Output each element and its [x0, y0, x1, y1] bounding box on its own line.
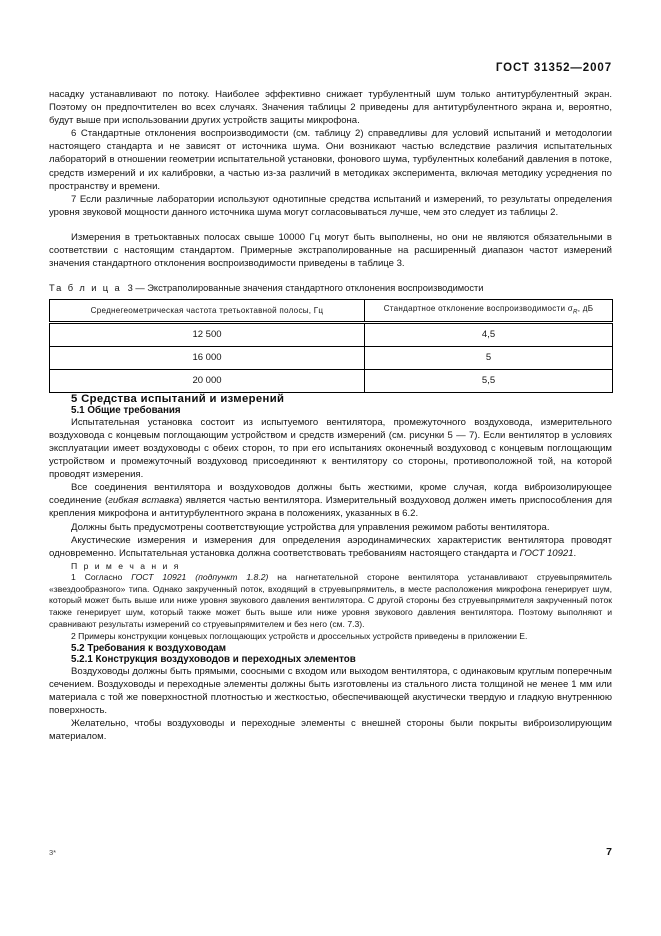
- note-2: 2 Примеры конструкции концевых поглощающих устройств и дроссельных устройств приведены в приложении Е.: [71, 630, 528, 641]
- cell-frequency: 12 500: [50, 322, 365, 346]
- reference-gost-10921: ГОСТ 10921: [519, 547, 574, 559]
- paragraph-third-octave: Измерения в третьоктавных полосах свыше 10000 Гц могут быть выполнены, но они не являются обязательными в соответствии с настоящим стандартом. Примерные экстраполированные на расширенный диапазон частот измерений значения стандартного отклонения воспроизводимости приведены в таблице 3.: [49, 231, 612, 270]
- table-caption-title: Экстраполированные значения стандартного отклонения воспроизводимости: [147, 283, 484, 294]
- table-header-sigma-suffix: , дБ: [577, 304, 594, 314]
- notes-heading: П р и м е ч а н и я: [71, 560, 181, 571]
- table-standard-deviation: [49, 299, 613, 393]
- document-standard-header: ГОСТ 31352—2007: [495, 62, 612, 74]
- note-1-reference: ГОСТ 10921 (подпункт 1.8.2): [131, 571, 269, 582]
- table-row: [50, 369, 613, 392]
- paragraph-note-6: 6 Стандартные отклонения воспроизводимости (см. таблицу 2) справедливы для условий испытаний и методологии настоящего стандарта и не зависят от источника шума. Они возникают частью вследствие различия испытательных лабораторий в отношении геометрии испытательной установки, фонового шума, турбулентных колебаний давления в потоке, средств измерений и их калибровки, а частью из-за различий в методиках эксперимента, включая методику усреднения по пространству и времени.: [49, 128, 612, 192]
- table-3-caption: [49, 282, 612, 295]
- paragraph-continuation: насадку устанавливают по потоку. Наиболее эффективно снижает турбулентный шум только антитурбулентный экран. Поэтому он предпочтителен во всех случаях. Значения таблицы 2 приведены для антитурбулентного экрана и, вероятно, будут выше при использовании других устройств защиты микрофона.: [49, 89, 612, 127]
- table-header-frequency: Среднегеометрическая частота третьоктавной полосы, Гц: [50, 300, 365, 323]
- section-5-1-heading: 5.1 Общие требования: [71, 404, 181, 416]
- paragraph-5-1-4-part-a: Акустические измерения и измерения для определения аэродинамических характеристик вентилятора проводят одновременно. Испытательная установка должна соответствовать требованиям настоящего стандарта и: [49, 534, 612, 559]
- table-row: [50, 346, 613, 369]
- term-flexible-insert: гибкая вставка: [108, 495, 180, 507]
- table-caption-label: Та б л и ц а: [49, 283, 122, 294]
- cell-sigma: 5,5: [365, 369, 613, 392]
- note-1-part-a: 1 Согласно: [71, 571, 132, 582]
- table-header-sigma-subscript: R: [573, 308, 578, 316]
- section-5-2-1-heading: 5.2.1 Конструкция воздуховодов и переходных элементов: [71, 653, 356, 665]
- paragraph-5-1-1: Испытательная установка состоит из испытуемого вентилятора, промежуточного воздуховода, измерительного воздуховода с концевым поглощающим устройством и средств измерений (см. рисунки 5 — 7). Если вентилятор в условиях эксплуатации имеет воздуховоды с обеих сторон, то при его испытаниях оконечный воздуховод с концевым поглощающим устройством и промежуточный воздуховод присоединяют к вентилятору со стороны, противоположной той, на которой проводят измерения.: [49, 416, 612, 481]
- note-1-part-b: на нагнетательной стороне вентилятора устанавливают струевыпрямитель «звездообразного» типа. Однако закрученный поток, входящий в струевыпрямитель, в месте расположения микрофона генерирует шум, который может быть выше или ниже уровня звукового давления вентилятора. С другой стороны без струевыпрямителя закрученный поток также генерирует шум, который также может быть выше или ниже уровня звукового давления вентилятора. Поэтому выполняют и сравнивают результаты измерений со струевыпрямителем и без него (см. 7.3).: [49, 571, 612, 630]
- paragraph-5-1-3: Должны быть предусмотрены соответствующие устройства для управления режимом работы вентилятора.: [71, 521, 550, 533]
- cell-sigma: 5: [365, 346, 613, 369]
- footer-signature-mark: 3*: [49, 848, 57, 857]
- cell-frequency: 20 000: [50, 369, 365, 392]
- section-5-heading: 5 Средства испытаний и измерений: [71, 392, 285, 405]
- paragraph-note-7: 7 Если различные лаборатории используют однотипные средства испытаний и измерений, то результаты определения уровня звуковой мощности данного источника шума могут согласовываться лучше, чем это следует из таблицы 2.: [49, 193, 612, 218]
- footer-page-number: 7: [606, 846, 612, 858]
- table-header-sigma-text: Стандартное отклонение воспроизводимости σ: [383, 304, 574, 314]
- table-row: [50, 322, 613, 346]
- cell-frequency: 16 000: [50, 346, 365, 369]
- document-body: [49, 88, 612, 743]
- note-1: [49, 572, 612, 631]
- table-caption-number: 3: [127, 283, 133, 294]
- paragraph-5-2-1-2: Желательно, чтобы воздуховоды и переходные элементы с внешней стороны были покрыты виброизолирующим материалом.: [49, 718, 612, 743]
- paragraph-5-1-2-part-a: Все соединения вентилятора и воздуховодов должны быть жесткими, кроме случая, когда виброизолирующее соединение (: [49, 482, 612, 507]
- table-header-row: [50, 300, 613, 323]
- paragraph-5-2-1-1: Воздуховоды должны быть прямыми, соосными с входом или выходом вентилятора, с одинаковым круглым поперечным сечением. Воздуховоды и переходные элементы должны быть изготовлены из стального листа толщиной не менее 1 мм или материала с той же поверхностной плотностью и жесткостью, обеспечивающей акустически твердую и гладкую внутреннюю поверхность.: [49, 665, 612, 716]
- section-5-2-heading: 5.2 Требования к воздуховодам: [71, 642, 227, 654]
- table-header-sigma: [365, 300, 613, 323]
- paragraph-5-1-2-part-b: ) является частью вентилятора. Измерительный воздуховод должен иметь приспособления для крепления микрофона и антитурбулентного экрана в положениях, указанных в 6.2.: [49, 495, 612, 520]
- paragraph-5-1-4-part-b: .: [573, 547, 577, 559]
- paragraph-5-1-2: [49, 481, 612, 520]
- paragraph-5-1-4: [49, 534, 612, 560]
- table-caption-dash: —: [135, 283, 145, 294]
- cell-sigma: 4,5: [365, 322, 613, 346]
